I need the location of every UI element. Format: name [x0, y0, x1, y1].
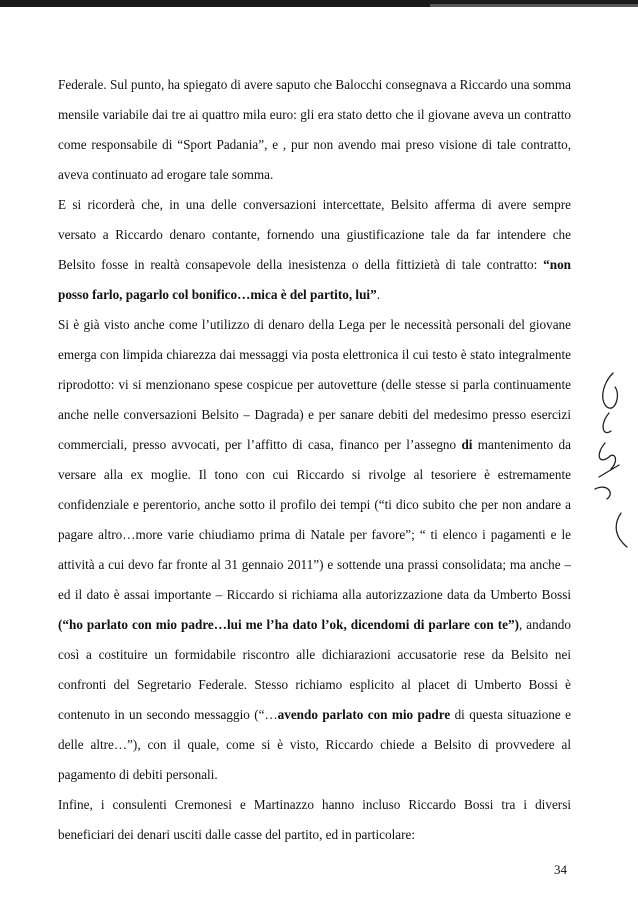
quote-bold-3: avendo parlato con mio padre [277, 707, 451, 722]
page-number: 34 [554, 862, 567, 877]
paragraph-2-text: E si ricorderà che, in una delle conversazioni intercettate, Belsito afferma di avere sempre versato a Riccardo denaro contante, fornendo una giustificazione tale da far intendere che Belsito fosse in realtà consapevole della inesistenza o della fittizietà di tale contratto: [58, 197, 571, 272]
quote-bold: “non posso farlo, pagarlo col bonifico…mica è del partito, lui” [58, 257, 571, 302]
quote-bold-2: (“ho parlato con mio padre…lui me l’ha dato l’ok, dicendomi di parlare con te”) [58, 617, 519, 632]
top-border [0, 0, 638, 7]
paragraph-3-text-d: di questa situazione e delle altre…”), con il quale, come si è visto, Riccardo chiede a Belsito di provvedere al pagamento di debiti personali. [58, 707, 571, 782]
paragraph-1: Federale. Sul punto, ha spiegato di avere saputo che Balocchi consegnava a Riccardo una somma mensile variabile dai tre ai quattro mila euro: gli era stato detto che il giovane aveva un contratto come responsabile di “Sport Padania”, e , pur non avendo mai preso visione di tale contratto, aveva continuato ad erogare tale somma. [58, 77, 571, 182]
bold-di: di [461, 437, 473, 452]
handwritten-signature [585, 365, 630, 550]
document-body [58, 70, 571, 850]
paragraph-3-text-a: Si è già visto anche come l’utilizzo di denaro della Lega per le necessità personali del giovane emerga con limpida chiarezza dai messaggi via posta elettronica il cui testo è stato integralmente riprodotto: vi si menzionano spese cospicue per autovetture (delle stesse si parla continuamente anche nelle conversazioni Belsito – Dagrada) e per sanare debiti del medesimo presso esercizi commerciali, presso avvocati, per l’affitto di casa, financo per l’assegno [58, 317, 571, 452]
paragraph-3-text-c: , andando così a costituire un formidabile riscontro alle dichiarazioni accusatorie rese da Belsito nei confronti del Segretario Federale. Stesso richiamo esplicito al placet di Umberto Bossi è contenuto in un secondo messaggio (“… [58, 617, 571, 722]
paragraph-3 [58, 310, 571, 790]
paragraph-3-text-b: mantenimento da versare alla ex moglie. Il tono con cui Riccardo si rivolge al tesoriere è estremamente confidenziale e perentorio, anche sotto il profilo dei tempi (“ti dico subito che per non andare a pagare altro…more varie chiudiamo prima di Natale per favore”; “ ti elenco i pagamenti e le attività a cui devo far fronte al 31 gennaio 2011”) e sottende una prassi consolidata; ma anche – ed il dato è assai importante – Riccardo si richiama alla autorizzazione data da Umberto Bossi [58, 437, 571, 602]
paragraph-2 [58, 190, 571, 310]
paragraph-4: Infine, i consulenti Cremonesi e Martinazzo hanno incluso Riccardo Bossi tra i diversi beneficiari dei denari usciti dalle casse del partito, ed in particolare: [58, 797, 571, 842]
paragraph-2-end: . [376, 287, 380, 302]
